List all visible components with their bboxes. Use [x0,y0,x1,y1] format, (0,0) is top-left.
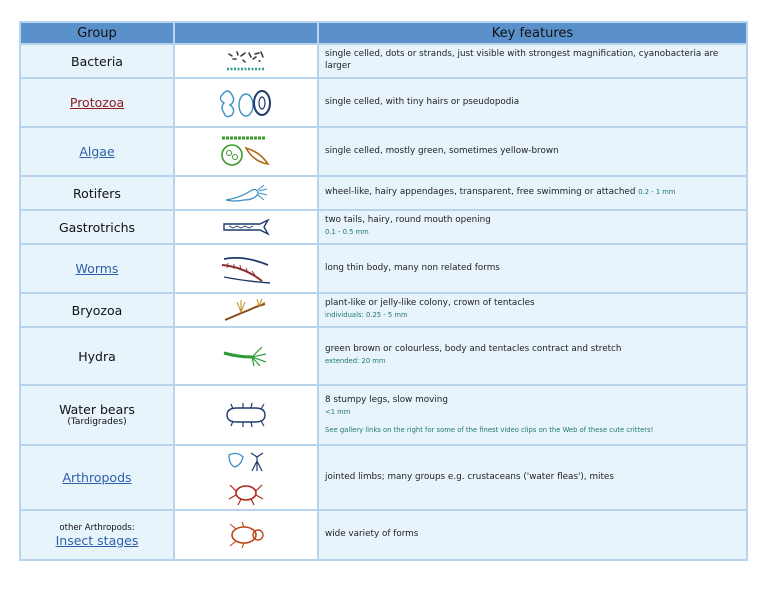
features-insect-stages: wide variety of forms [319,511,746,559]
algae-icon [218,134,274,170]
table-row [21,446,746,509]
algae-link[interactable]: Algae [79,144,115,159]
table-row [21,128,746,175]
protozoa-icon [218,85,274,121]
size-hydra: extended: 20 mm [325,357,386,365]
bacteria-icon [223,49,269,73]
header-features: Key features [319,23,746,43]
features-worms: long thin body, many non related forms [319,245,746,292]
table-header-row [21,23,746,43]
water-bear-icon [221,402,271,428]
features-bacteria: single celled, dots or strands, just visible with strongest magnification, cyanobacteria are larger [319,45,746,77]
features-gastrotrichs: two tails, hairy, round mouth opening [325,215,491,226]
arthropod-icon [221,449,271,507]
header-image [175,23,317,43]
size-water-bears: <1 mm [325,407,351,416]
arthropods-link[interactable]: Arthropods [62,470,132,485]
table-row [21,211,746,243]
group-tardigrades: (Tardigrades) [67,416,127,427]
bryozoa-icon [221,298,271,322]
group-gastrotrichs: Gastrotrichs [21,211,173,243]
table-row [21,328,746,384]
insect-icon [224,521,268,549]
group-hydra: Hydra [21,328,173,384]
group-water-bears: Water bears [59,401,135,417]
features-hydra: green brown or colourless, body and tentacles contract and stretch [325,344,622,355]
rotifer-icon [222,182,270,204]
features-water-bears: 8 stumpy legs, slow moving [325,395,448,406]
features-rotifers: wheel-like, hairy appendages, transparent, free swimming or attached [325,187,636,198]
group-other-arthropods: other Arthropods: [59,522,135,533]
features-arthropods: jointed limbs; many groups e.g. crustaceans ('water fleas'), mites [319,446,746,509]
size-rotifers: 0.2 - 1 mm [638,188,676,197]
features-algae: single celled, mostly green, sometimes yellow-brown [319,128,746,175]
size-bryozoa: individuals: 0.25 - 5 mm [325,311,408,319]
table-row [21,177,746,209]
table-row [21,245,746,292]
features-protozoa: single celled, with tiny hairs or pseudopodia [319,79,746,126]
hydra-icon [222,345,270,367]
table-row [21,386,746,444]
protozoa-link[interactable]: Protozoa [69,95,125,110]
worm-icon [218,251,274,287]
table-row [21,45,746,77]
size-gastrotrichs: 0.1 - 0.5 mm [325,228,369,236]
header-group: Group [21,23,173,43]
insect-stages-link[interactable]: Insect stages [55,532,139,548]
table-row [21,294,746,326]
group-bryozoa: Bryozoa [21,294,173,326]
gallery-note: See gallery links on the right for some of the finest video clips on the Web of these cute critters! [325,425,654,434]
worms-link[interactable]: Worms [75,261,119,276]
group-rotifers: Rotifers [21,177,173,209]
features-bryozoa: plant-like or jelly-like colony, crown of tentacles [325,298,535,309]
group-bacteria: Bacteria [21,45,173,77]
table-row [21,79,746,126]
microorganism-groups-table [19,21,748,561]
table-row [21,511,746,559]
gastrotrich-icon [221,218,271,236]
